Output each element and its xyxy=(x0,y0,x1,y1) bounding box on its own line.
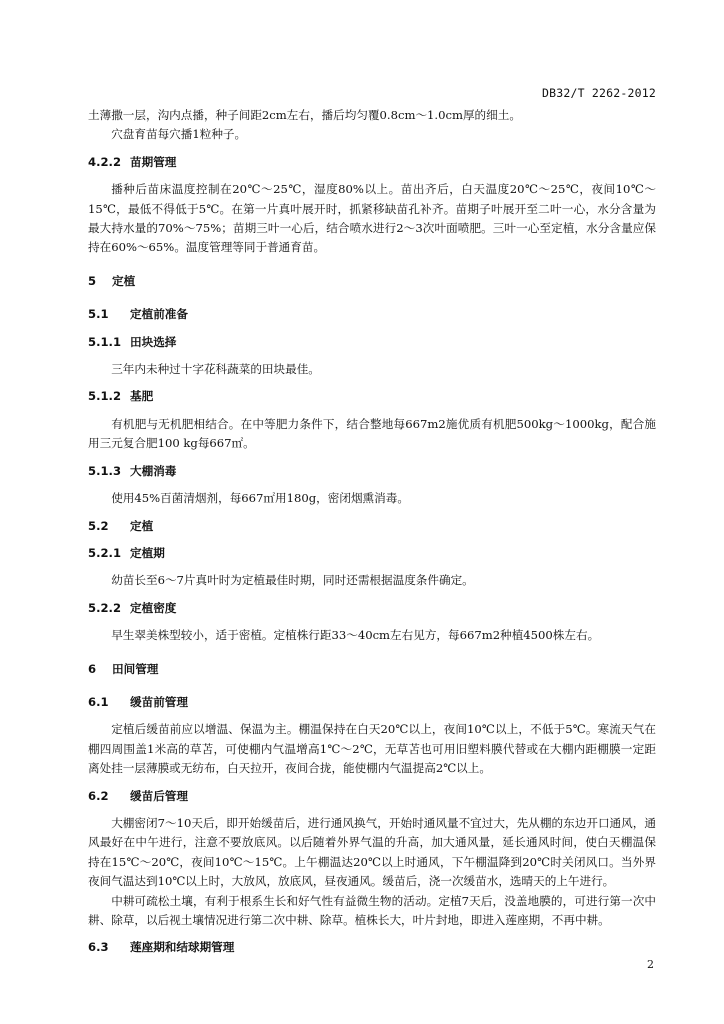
heading-number: 5.2 xyxy=(88,518,109,533)
heading-5 xyxy=(88,272,656,291)
paragraph-planting-density: 早生翠美株型较小，适于密植。定植株行距33～40cm左右见方，每667m2种植4500株左右。 xyxy=(111,628,600,643)
heading-number: 5.1.3 xyxy=(88,463,122,478)
heading-5-1 xyxy=(88,305,656,324)
heading-title: 定植 xyxy=(130,518,154,533)
paragraph-pre-recovery-management: 定植后缓苗前应以增温、保温为主。棚温保持在白天20℃以上，夜间10℃以上，不低于5℃。寒流天气在棚四周围盖1米高的草苫，可使棚内气温增高1℃～2℃，无草苫也可用旧塑料膜代替或在大棚内距棚膜一定距离处挂一层薄膜或无纺布，白天拉开，夜间合拢，能使棚内气温提高2℃以上。 xyxy=(88,722,656,776)
heading-5-1-3 xyxy=(88,462,656,481)
heading-number: 5.1 xyxy=(88,307,109,322)
document-body xyxy=(88,106,656,958)
paragraph-seedling-management: 播种后苗床温度控制在20℃～25℃，湿度80%以上。苗出齐后，白天温度20℃～25℃，夜间10℃～15℃，最低不得低于5℃。在第一片真叶展开时，抓紧移缺苗孔补齐。苗期子叶展开至二叶一心，水分含量为最大持水量的70%～75%；苗期三叶一心后，结合喷水进行2～3次叶面喷肥。三叶一心至定植，水分含量应保持在60%～65%。温度管理等同于普通育苗。 xyxy=(88,182,656,255)
paragraph-greenhouse-disinfection: 使用45%百菌清烟剂，每667㎡用180g，密闭烟熏消毒。 xyxy=(111,491,409,506)
heading-title: 定植期 xyxy=(130,545,165,560)
paragraph-intertillage: 中耕可疏松土壤，有利于根系生长和好气性有益微生物的活动。定植7天后，没盖地膜的，可进行第一次中耕、除草，以后视土壤情况进行第二次中耕、除草。植株长大，叶片封地，即进入莲座期，不再中耕。 xyxy=(88,893,656,927)
heading-title: 定植前准备 xyxy=(130,307,188,322)
heading-number: 6.3 xyxy=(88,940,109,955)
heading-number: 6 xyxy=(88,661,97,676)
heading-title: 苗期管理 xyxy=(130,154,177,169)
paragraph-planting-period: 幼苗长至6～7片真叶时为定植最佳时期，同时还需根据温度条件确定。 xyxy=(111,573,474,588)
page-number: 2 xyxy=(647,958,654,971)
heading-number: 6.1 xyxy=(88,694,109,709)
paragraph-field-selection: 三年内未种过十字花科蔬菜的田块最佳。 xyxy=(111,362,320,377)
heading-number: 6.2 xyxy=(88,788,109,803)
heading-title: 缓苗后管理 xyxy=(130,788,188,803)
paragraph-post-recovery-ventilation: 大棚密闭7～10天后，即开始缓苗后，进行通风换气，开始时通风量不宜过大，先从棚的东边开口通风，通风最好在中午进行，注意不要放底风。以后随着外界气温的升高，加大通风量，延长通风时间，使白天棚温保持在15℃～20℃，夜间10℃～15℃。上午棚温达20℃以上时通风，下午棚温降到20℃时关闭风口。当外界夜间气温达到10℃以上时，大放风，放底风，昼夜通风。缓苗后，浇一次缓苗水，选晴天的上午进行。 xyxy=(88,815,656,889)
paragraph-base-fertilizer: 有机肥与无机肥相结合。在中等肥力条件下，结合整地每667m2施优质有机肥500kg～1000kg，配合施用三元复合肥100 kg每667㎡。 xyxy=(88,416,656,451)
standard-code: DB32/T 2262-2012 xyxy=(542,86,656,100)
heading-title: 定植密度 xyxy=(130,600,177,615)
heading-6-2 xyxy=(88,787,656,806)
heading-5-2-2 xyxy=(88,599,656,618)
heading-6-1 xyxy=(88,693,656,712)
heading-title: 莲座期和结球期管理 xyxy=(130,940,235,955)
paragraph-tray-sowing: 穴盘育苗每穴播1粒种子。 xyxy=(111,127,247,142)
heading-6-3 xyxy=(88,938,656,957)
paragraph-sowing-cover: 土薄撒一层，沟内点播，种子间距2cm左右，播后均匀覆0.8cm～1.0cm厚的细土。 xyxy=(88,108,521,122)
heading-title: 定植 xyxy=(112,273,136,288)
heading-title: 基肥 xyxy=(130,389,154,404)
heading-number: 5 xyxy=(88,273,97,288)
heading-4-2-2 xyxy=(88,153,656,172)
heading-5-1-1 xyxy=(88,333,656,352)
heading-title: 缓苗前管理 xyxy=(130,694,188,709)
heading-number: 5.2.1 xyxy=(88,545,122,560)
heading-number: 5.1.2 xyxy=(88,389,122,404)
heading-5-1-2 xyxy=(88,387,656,406)
heading-title: 大棚消毒 xyxy=(130,463,177,478)
heading-6 xyxy=(88,660,656,679)
heading-number: 5.2.2 xyxy=(88,600,122,615)
heading-title: 田间管理 xyxy=(112,661,159,676)
heading-5-2-1 xyxy=(88,544,656,563)
heading-title: 田块选择 xyxy=(130,334,177,349)
heading-number: 5.1.1 xyxy=(88,334,122,349)
heading-5-2 xyxy=(88,517,656,536)
heading-number: 4.2.2 xyxy=(88,154,122,169)
